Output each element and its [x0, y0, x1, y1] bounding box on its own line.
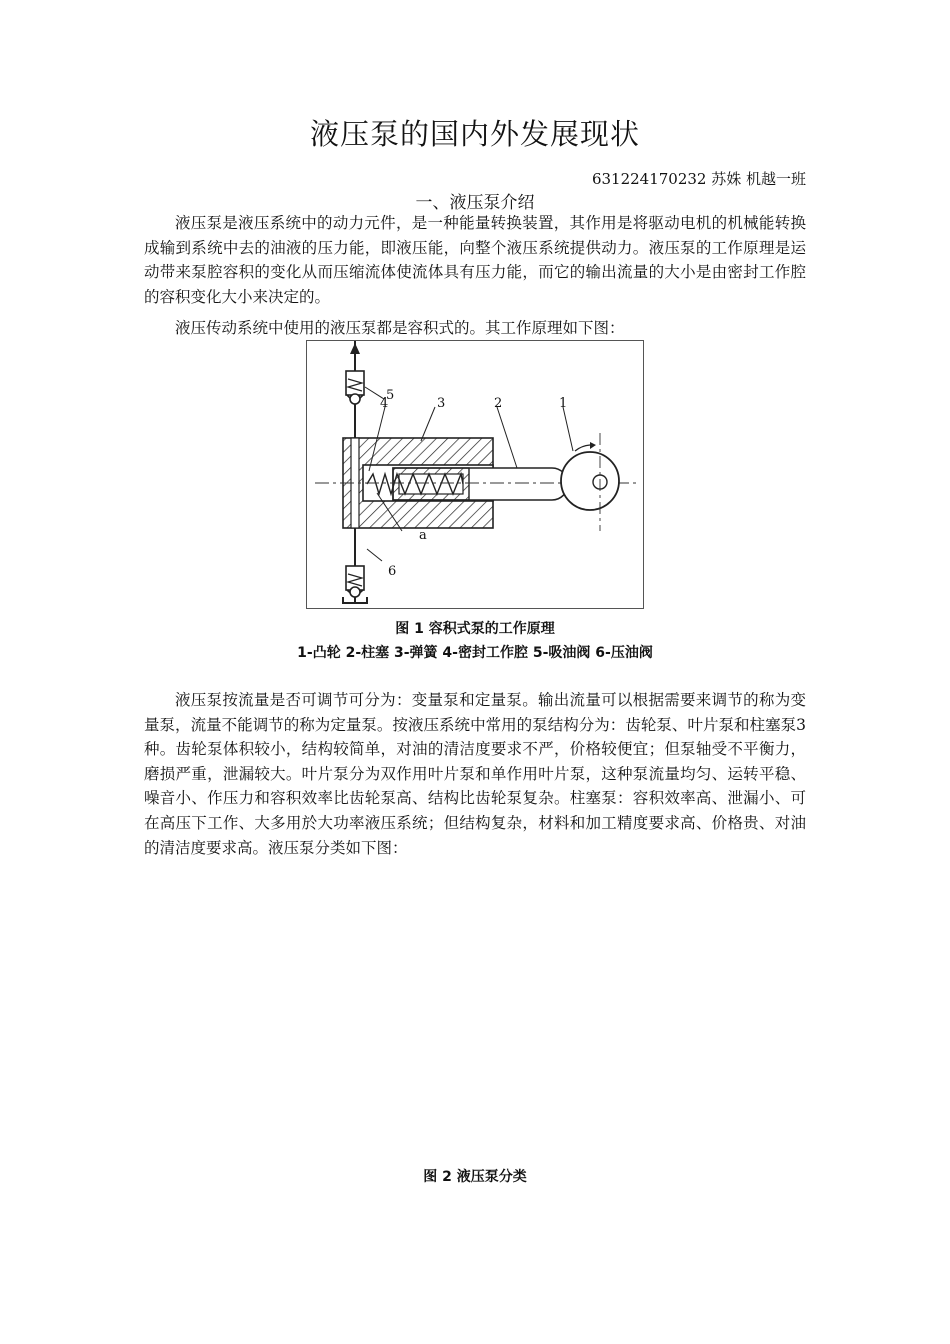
- figure1-legend: 1-凸轮 2-柱塞 3-弹簧 4-密封工作腔 5-吸油阀 6-压油阀: [297, 645, 653, 661]
- label-suction-valve: 5: [386, 388, 395, 403]
- page-title: 液压泵的国内外发展现状: [309, 117, 640, 151]
- figure2-caption: 图 2 液压泵分类: [423, 1169, 527, 1185]
- pressure-valve: [346, 566, 364, 597]
- pump-principle-figure: [306, 340, 644, 609]
- flow-arrow: [350, 343, 360, 354]
- paragraph-classification: 液压泵按流量是否可调节可分为：变量泵和定量泵。输出流量可以根据需要来调节的称为变量泵，流量不能调节的称为定量泵。按液压系统中常用的泵结构分为：齿轮泵、叶片泵和柱塞泵3种。齿轮泵体积较小，结构较简单，对油的清洁度要求不严，价格较便宜；但泵轴受不平衡力，磨损严重，泄漏较大。叶片泵分为双作用叶片泵和单作用叶片泵，这种泵流量均匀、运转平稳、噪音小、作压力和容积效率比齿轮泵高、结构比齿轮泵复杂。柱塞泵：容积效率高、泄漏小、可在高压下工作、大多用於大功率液压系统；但结构复杂，材料和加工精度要求高、价格贵、对油的清洁度要求高。液压泵分类如下图：: [144, 691, 806, 857]
- label-cam: 1: [559, 396, 568, 411]
- figure1-caption: 图 1 容积式泵的工作原理: [395, 621, 555, 637]
- label-spring: 3: [437, 396, 446, 411]
- paragraph-intro: 液压泵是液压系统中的动力元件，是一种能量转换装置，其作用是将驱动电机的机械能转换成输到系统中去的油液的压力能，即液压能，向整个液压系统提供动力。液压泵的工作原理是运动带来泵腔容积的变化从而压缩流体使流体具有压力能，而它的输出流量的大小是由密封工作腔的容积变化大小来决定的。: [144, 214, 806, 306]
- section-heading: 一、液压泵介绍: [415, 193, 535, 213]
- paragraph-principle: 液压传动系统中使用的液压泵都是容积式的。其工作原理如下图：: [175, 319, 625, 337]
- plunger: [393, 468, 568, 500]
- suction-valve: [346, 371, 364, 404]
- label-chamber: 4: [380, 396, 389, 411]
- label-point-a: a: [419, 528, 427, 543]
- author-line: 631224170232 苏姝 机越一班: [591, 170, 806, 188]
- cam: [561, 433, 619, 531]
- label-pressure-valve: 6: [388, 564, 397, 579]
- label-plunger: 2: [494, 396, 503, 411]
